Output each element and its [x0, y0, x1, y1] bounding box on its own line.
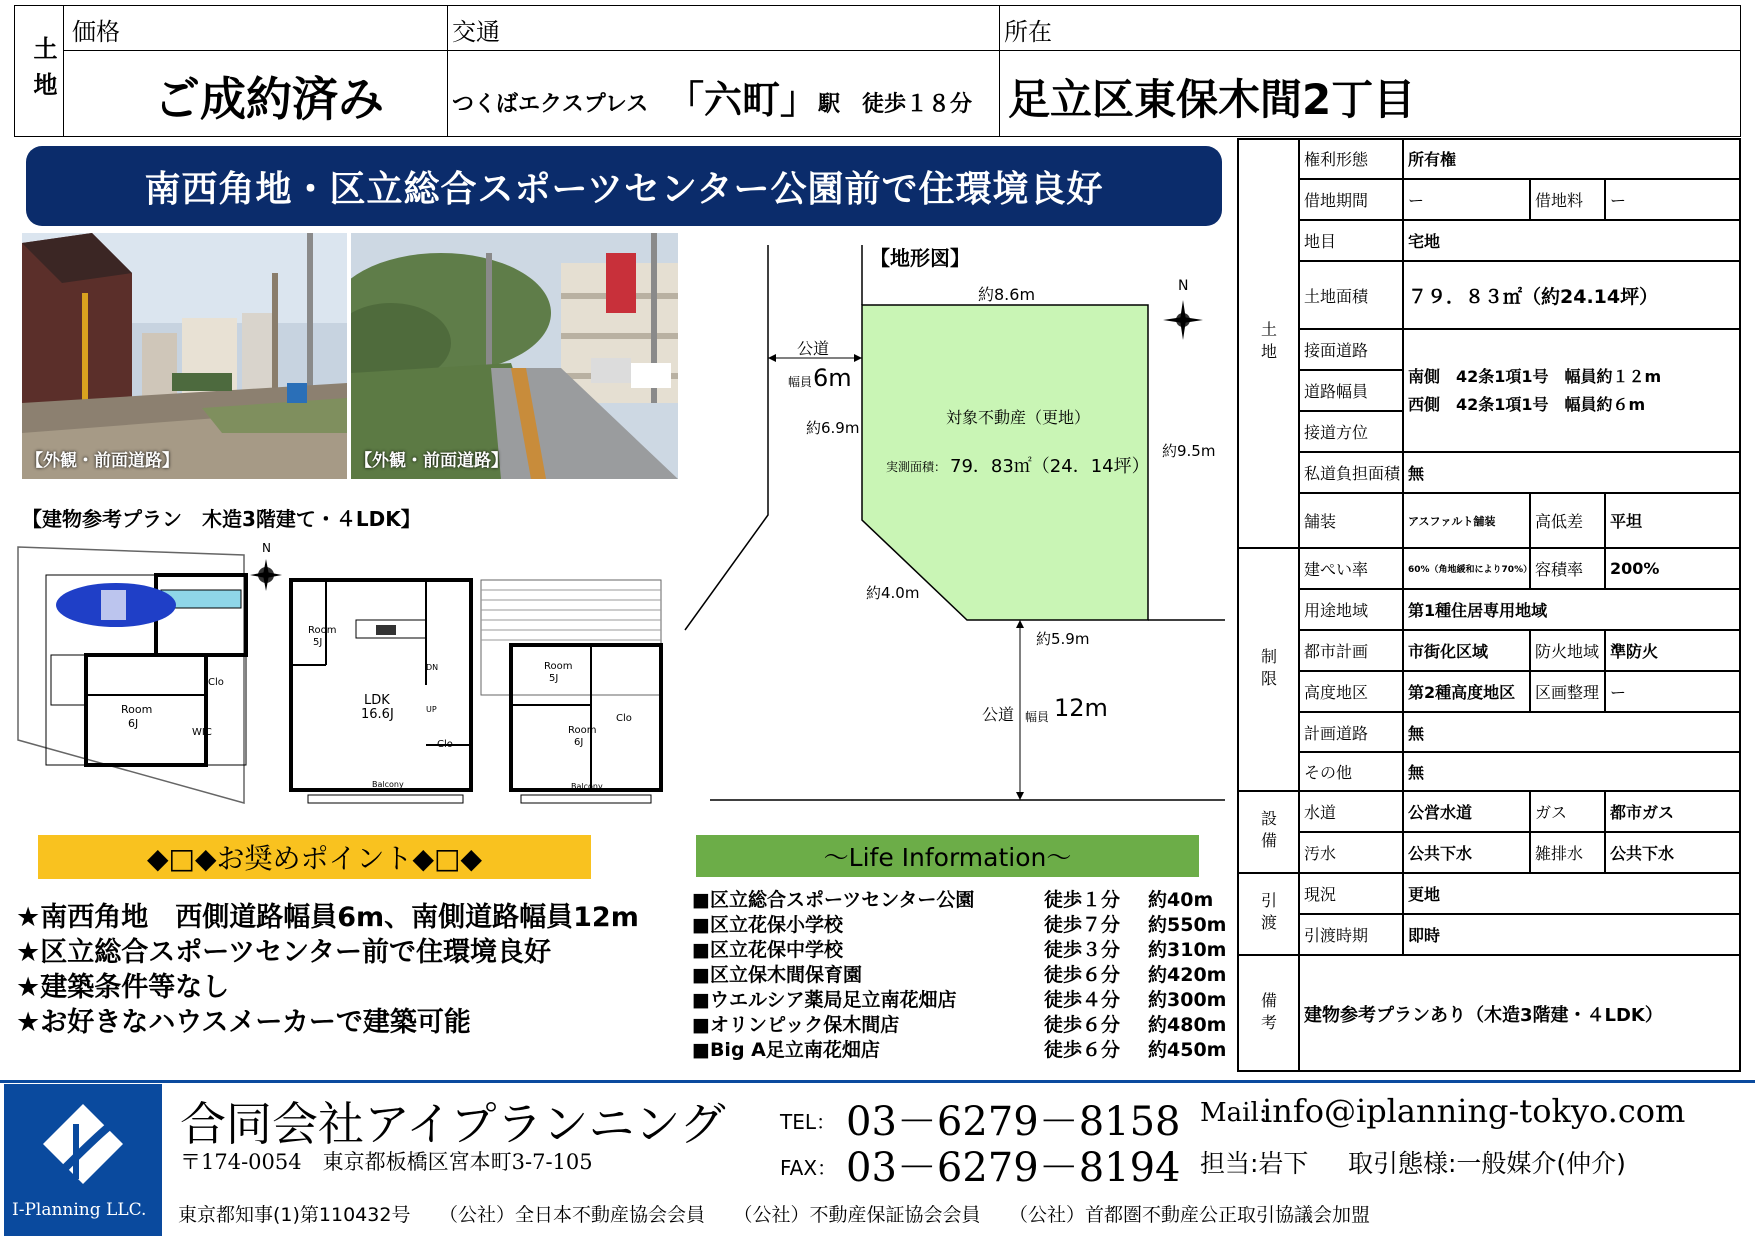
header-side-label: 土地 — [29, 36, 57, 108]
fax-label: FAX： — [780, 1156, 838, 1180]
life-item-name: ■区立花保中学校 — [692, 939, 843, 961]
life-header — [696, 835, 1199, 877]
map-left-length: 約6.9m — [806, 419, 860, 437]
life-item — [692, 988, 1227, 1013]
location-label: 所在 — [1004, 18, 1052, 46]
photo-exterior-2 — [351, 233, 678, 479]
footer-divider — [0, 1080, 1755, 1083]
room-4-size: 6J — [574, 737, 584, 748]
life-item-dist: 約300m — [1148, 989, 1227, 1011]
tel-label: TEL： — [780, 1110, 836, 1134]
site-map-drawing — [680, 240, 1230, 810]
map-bottom-length: 約5.9m — [1036, 630, 1090, 648]
life-item — [692, 1013, 1227, 1038]
staff-name: 担当:岩下 — [1200, 1149, 1309, 1178]
zoning-value: 第1種住居専用地域 — [1403, 589, 1741, 630]
point-item: ★お好きなハウスメーカーで建築可能 — [16, 1007, 471, 1038]
mail-label: Mail: — [1200, 1098, 1268, 1128]
points-header — [38, 835, 591, 879]
points-header-text: ◆□◆お奨めポイント◆□◆ — [146, 842, 483, 875]
map-right-length: 約9.5m — [1162, 442, 1216, 460]
road-value — [1403, 329, 1741, 452]
room-3-label: Room — [544, 661, 573, 672]
road-contact-label: 接面道路 — [1299, 329, 1403, 370]
life-item-name: ■ウエルシア薬局足立南花畑店 — [692, 989, 957, 1011]
map-property-label: 対象不動産（更地） — [946, 408, 1091, 427]
height-district-label: 高度地区 — [1299, 671, 1403, 712]
header-side-cell — [14, 5, 64, 137]
other-value: 無 — [1403, 752, 1741, 791]
readjustment-label: 区画整理 — [1530, 671, 1605, 712]
life-item-walk: 徒歩１分 — [1044, 889, 1121, 911]
elevation-label: 高低差 — [1530, 493, 1605, 548]
height-district-value: 第2種高度地区 — [1403, 671, 1530, 712]
point-item: ★南西角地 西側道路幅員6m、南側道路幅員12m — [16, 902, 639, 933]
water-label: 水道 — [1299, 791, 1403, 832]
transport-station: 「六町」 — [666, 78, 819, 122]
fax-number: 03－6279－8194 — [846, 1145, 1181, 1191]
section-limit: 制限 — [1237, 548, 1299, 791]
planned-road-label: 計画道路 — [1299, 712, 1403, 752]
far-value: 200% — [1605, 548, 1741, 589]
map-west-road-width-prefix: 幅員 — [788, 375, 813, 389]
city-planning-label: 都市計画 — [1299, 630, 1403, 671]
lease-fee-label: 借地料 — [1530, 179, 1605, 220]
point-item: ★区立総合スポーツセンター前で住環境良好 — [16, 937, 552, 968]
map-west-road-label: 公道 — [797, 339, 830, 358]
balcony-label-2: Balcony — [571, 782, 603, 791]
map-south-road-label: 公道 — [982, 705, 1015, 724]
clo-label-1: Clo — [208, 677, 224, 688]
company-address: 〒174-0054 東京都板橋区宮本町3-7-105 — [180, 1150, 593, 1174]
photo-1-caption: 【外観・前面道路】 — [26, 451, 179, 471]
land-area-value: ７９．８３㎡（約24.14坪） — [1403, 261, 1741, 329]
location-value: 足立区東保木間2丁目 — [1008, 75, 1416, 124]
current-status-label: 現況 — [1299, 873, 1403, 914]
point-item: ★建築条件等なし — [16, 972, 230, 1003]
life-item-walk: 徒歩６分 — [1044, 1014, 1121, 1036]
mail-address[interactable]: info@iplanning-tokyo.com — [1262, 1092, 1686, 1130]
life-item-dist: 約480m — [1148, 1014, 1227, 1036]
life-item-dist: 約310m — [1148, 939, 1227, 961]
transport-suffix: 駅 徒歩１８分 — [818, 92, 973, 117]
map-west-road-width: 6m — [813, 364, 852, 392]
graywater-value: 公共下水 — [1605, 832, 1741, 873]
wic-label: WIC — [192, 727, 212, 738]
room-3-size: 5J — [549, 673, 559, 684]
road-direction-label: 接道方位 — [1299, 411, 1403, 452]
transport-label-cell — [447, 5, 1000, 51]
life-item — [692, 1038, 1227, 1063]
life-header-text: ～Life Information～ — [823, 843, 1072, 872]
photo-exterior-1 — [22, 233, 347, 479]
clo-label-2: Clo — [437, 739, 453, 750]
life-item — [692, 963, 1227, 988]
price-value-cell — [63, 50, 448, 137]
gas-value: 都市ガス — [1605, 791, 1741, 832]
road-width-label: 道路幅員 — [1299, 370, 1403, 411]
life-list — [692, 888, 1227, 1063]
map-south-road-width: 12m — [1054, 694, 1108, 722]
deal-type: 取引態様:一般媒介(仲介) — [1348, 1149, 1626, 1178]
city-planning-value: 市街化区域 — [1403, 630, 1530, 671]
clo-label-3: Clo — [616, 713, 632, 724]
headline-banner — [26, 146, 1222, 226]
ldk-size: 16.6J — [361, 707, 394, 722]
current-status-value: 更地 — [1403, 873, 1741, 914]
water-value: 公営水道 — [1403, 791, 1530, 832]
transport-value-cell — [447, 50, 1000, 137]
section-remarks: 備考 — [1237, 955, 1299, 1072]
life-item-walk: 徒歩７分 — [1044, 914, 1121, 936]
gas-label: ガス — [1530, 791, 1605, 832]
ldk-label: LDK — [364, 693, 390, 708]
life-item-name: ■Big A足立南花畑店 — [692, 1039, 880, 1061]
life-item-walk: 徒歩３分 — [1044, 939, 1121, 961]
floor-plan-drawing — [16, 545, 666, 805]
map-area-prefix: 実測面積： — [886, 460, 947, 474]
balcony-label-1: Balcony — [372, 780, 404, 789]
graywater-label: 雑排水 — [1530, 832, 1605, 873]
road-value-west: 西側 42条1項1号 幅員約６m — [1408, 394, 1646, 414]
fire-zone-label: 防火地域 — [1530, 630, 1605, 671]
sewage-value: 公共下水 — [1403, 832, 1530, 873]
rights-label: 権利形態 — [1299, 138, 1403, 179]
room-4-label: Room — [568, 725, 597, 736]
stairs-dn: DN — [426, 663, 439, 672]
room-1-label: Room — [121, 703, 153, 716]
paving-value: アスファルト舗装 — [1403, 493, 1530, 548]
elevation-value: 平坦 — [1605, 493, 1741, 548]
map-area-value: 79．83㎡（24．14坪） — [950, 456, 1150, 477]
handover-time-label: 引渡時期 — [1299, 914, 1403, 955]
room-2-size: 5J — [313, 637, 323, 648]
lease-term-label: 借地期間 — [1299, 179, 1403, 220]
paving-label: 舗装 — [1299, 493, 1403, 548]
map-corner-length: 約4.0m — [866, 584, 920, 602]
life-item-walk: 徒歩６分 — [1044, 1039, 1121, 1061]
life-item-name: ■オリンピック保木間店 — [692, 1014, 900, 1036]
transport-label: 交通 — [452, 18, 500, 46]
tel-number: 03－6279－8158 — [846, 1099, 1181, 1145]
land-category-label: 地目 — [1299, 220, 1403, 261]
map-top-length: 約8.6m — [978, 285, 1036, 304]
life-item — [692, 913, 1227, 938]
readjustment-value: ー — [1605, 671, 1741, 712]
license-line: 東京都知事(1)第110432号 （公社）全日本不動産協会会員 （公社）不動産保証協会会員 （公社）首都圏不動産公正取引協議会加盟 — [178, 1204, 1370, 1226]
rights-value: 所有権 — [1403, 138, 1741, 179]
price-label-cell — [63, 5, 448, 51]
room-1-size: 6J — [128, 717, 139, 730]
zoning-label: 用途地域 — [1299, 589, 1403, 630]
map-south-road-width-prefix: 幅員 — [1025, 710, 1050, 724]
company-logo — [4, 1084, 162, 1236]
land-category-value: 宅地 — [1403, 220, 1741, 261]
life-item-name: ■区立総合スポーツセンター公園 — [692, 889, 975, 911]
photo-2-caption: 【外観・前面道路】 — [355, 451, 508, 471]
section-handover: 引渡 — [1237, 873, 1299, 955]
life-item — [692, 888, 1222, 913]
plan-title: 【建物参考プラン 木造3階建て・４LDK】 — [22, 507, 421, 531]
bcr-value: 60%（角地緩和により70%） — [1403, 548, 1530, 589]
life-item-name: ■区立保木間保育園 — [692, 964, 862, 986]
map-north: N — [1178, 278, 1189, 294]
price-label: 価格 — [72, 18, 120, 46]
life-item-walk: 徒歩６分 — [1044, 964, 1121, 986]
room-2-label: Room — [308, 625, 337, 636]
floor-plans — [16, 541, 666, 805]
life-item-dist: 約40m — [1148, 889, 1214, 911]
stairs-up: UP — [426, 705, 437, 714]
site-map — [680, 240, 1230, 810]
logo-text: I-Planning LLC. — [12, 1200, 147, 1220]
lease-fee-value: ー — [1605, 179, 1741, 220]
transport-prefix: つくばエクスプレス — [452, 92, 649, 117]
remarks-value: 建物参考プランあり（木造3階建・４LDK） — [1299, 955, 1741, 1072]
lease-term-value: ー — [1403, 179, 1530, 220]
life-item-walk: 徒歩４分 — [1044, 989, 1121, 1011]
life-item-name: ■区立花保小学校 — [692, 914, 843, 936]
location-label-cell — [999, 5, 1741, 51]
logo-mark-icon — [4, 1084, 162, 1204]
floor-plan-north: N — [262, 541, 271, 555]
life-item-dist: 約550m — [1148, 914, 1227, 936]
fire-zone-value: 準防火 — [1605, 630, 1741, 671]
headline-text: 南西角地・区立総合スポーツセンター公園前で住環境良好 — [144, 167, 1104, 210]
land-area-label: 土地面積 — [1299, 261, 1403, 329]
other-label: その他 — [1299, 752, 1403, 791]
road-value-south: 南側 42条1項1号 幅員約１２m — [1408, 366, 1662, 386]
points-list — [16, 900, 639, 1040]
planned-road-value: 無 — [1403, 712, 1741, 752]
life-item — [692, 938, 1227, 963]
life-item-dist: 約420m — [1148, 964, 1227, 986]
bcr-label: 建ぺい率 — [1299, 548, 1403, 589]
life-item-dist: 約450m — [1148, 1039, 1227, 1061]
private-road-label: 私道負担面積 — [1299, 452, 1403, 493]
section-land: 土地 — [1237, 138, 1299, 548]
private-road-value: 無 — [1403, 452, 1741, 493]
section-equipment: 設備 — [1237, 791, 1299, 873]
handover-time-value: 即時 — [1403, 914, 1741, 955]
location-value-cell — [999, 50, 1741, 137]
map-title: 【地形図】 — [870, 246, 970, 270]
far-label: 容積率 — [1530, 548, 1605, 589]
company-name: 合同会社アイプランニング — [180, 1097, 726, 1151]
sewage-label: 汚水 — [1299, 832, 1403, 873]
price-value: ご成約済み — [154, 72, 384, 126]
